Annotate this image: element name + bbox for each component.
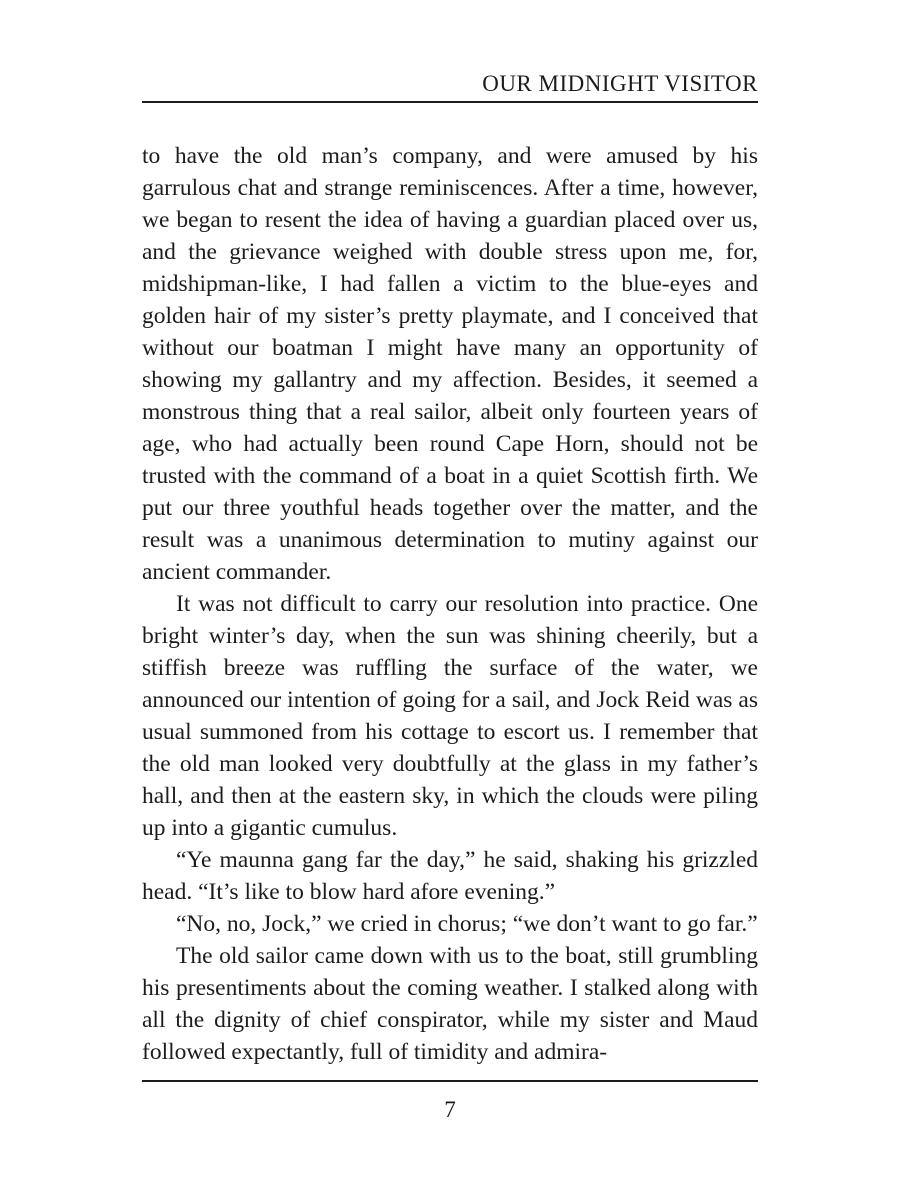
paragraph-5: The old sailor came down with us to the boat, still grumbling his presentiments about the coming weather. I stalked along with all the dignity of chief conspirator, while my sister and Maud followed expectantly, full of timidity and admira- xyxy=(142,943,758,1065)
body-text xyxy=(142,140,758,1068)
footer-rule xyxy=(142,1080,758,1082)
paragraph-2: It was not difficult to carry our resolution into practice. One bright winter’s day, when the sun was shining cheerily, but a stiffish breeze was ruffling the surface of the water, we announced our intention of going for a sail, and Jock Reid was as usual summoned from his cottage to escort us. I remember that the old man looked very doubtfully at the glass in my father’s hall, and then at the eastern sky, in which the clouds were piling up into a gigantic cumulus. xyxy=(142,591,758,841)
paragraph-3: “Ye maunna gang far the day,” he said, shaking his grizzled head. “It’s like to blow hard afore evening.” xyxy=(142,847,758,905)
page-number: 7 xyxy=(444,1097,456,1122)
paragraph-1: to have the old man’s company, and were amused by his garrulous chat and strange reminiscences. After a time, however, we began to resent the idea of having a guardian placed over us, and the grievance weighed with double stress upon me, for, midshipman-like, I had fallen a victim to the blue-eyes and golden hair of my sister’s pretty playmate, and I conceived that without our boatman I might have many an opportunity of showing my gallantry and my affection. Besides, it seemed a monstrous thing that a real sailor, albeit only fourteen years of age, who had actually been round Cape Horn, should not be trusted with the command of a boat in a quiet Scottish firth. We put our three youthful heads together over the matter, and the result was a unanimous determination to mutiny against our ancient commander. xyxy=(142,143,758,585)
header-rule xyxy=(142,101,758,103)
running-head: OUR MIDNIGHT VISITOR xyxy=(482,71,758,96)
paragraph-4: “No, no, Jock,” we cried in chorus; “we don’t want to go far.” xyxy=(176,911,758,937)
